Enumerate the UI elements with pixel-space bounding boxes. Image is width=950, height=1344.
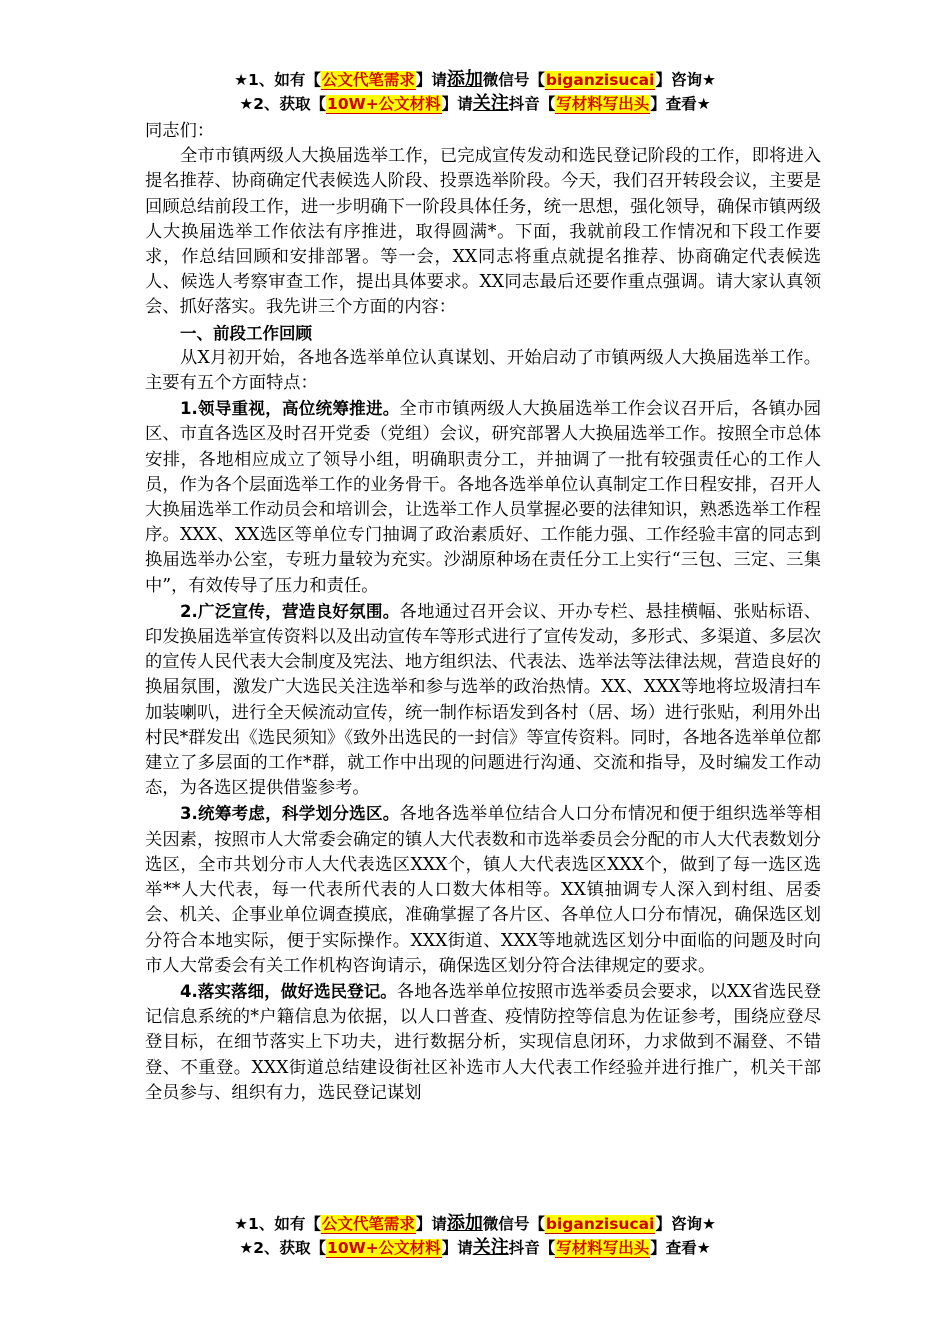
point-paragraph-2	[145, 599, 821, 802]
section-intro-paragraph: 从X月初开始，各地各选举单位认真谋划、开始启动了市镇两级人大换届选举工作。主要有五个方面特点：	[145, 347, 821, 394]
banner-line-1	[0, 1212, 950, 1236]
banner-text: 抖音【	[508, 95, 556, 113]
point-paragraph-4	[145, 979, 821, 1106]
highlight-douyin-id: 写材料写出头	[556, 1239, 650, 1257]
banner-text: 】查看★	[650, 95, 711, 113]
banner-line-1	[0, 68, 950, 92]
banner-text: 】请	[441, 1239, 473, 1257]
salutation: 同志们：	[145, 121, 215, 141]
banner-emphasis: 添加	[446, 69, 483, 90]
point-body-3: 各地各选举单位结合人口分布情况和便于组织选举等相关因素，按照市人大常委会确定的镇人大代表数和市选举委员会分配的市人大代表数划分选区，全市共划分市人大代表选区XXX个，镇人大代表选区XXX个，做到了每一选区选举**人大代表，每一代表所代表的人口数大体相等。XX镇抽调专人深入到村组、居委会、机关、企事业单位调查摸底，准确掌握了各片区、各单位人口分布情况，确保选区划分符合本地实际，便于实际操作。XXX街道、XXX等地就选区划分中面临的问题及时向市人大常委会有关工作机构咨询请示，确保选区划分符合法律规定的要求。	[145, 804, 821, 976]
point-heading-4: 4.落实落细，做好选民登记。	[180, 981, 397, 1001]
highlight-douyin-id: 写材料写出头	[556, 95, 650, 113]
point-heading-2: 2.广泛宣传，营造良好氛围。	[180, 601, 400, 621]
banner-text: 】查看★	[650, 1239, 711, 1257]
point-body-1: 全市市镇两级人大换届选举工作会议召开后，各镇办园区、市直各选区及时召开党委（党组）会议，研究部署人大换届选举工作。按照全市总体安排，各地相应成立了领导小组，明确职责分工，并抽调了一批有较强责任心的工作人员，作为各个层面选举工作的业务骨干。各地各选举单位认真制定工作日程安排，召开人大换届选举工作动员会和培训会，让选举工作人员掌握必要的法律知识，熟悉选举工作程序。XXX、XX选区等单位专门抽调了政治素质好、工作能力强、工作经验丰富的同志到换届选举办公室，专班力量较为充实。沙湖原种场在责任分工上实行“三包、三定、三集中”，有效传导了压力和责任。	[145, 399, 821, 596]
intro-paragraph: 全市市镇两级人大换届选举工作，已完成宣传发动和选民登记阶段的工作，即将进入提名推荐、协商确定代表候选人阶段、投票选举阶段。今天，我们召开转段会议，主要是回顾总结前段工作，进一步明确下一阶段具体任务，统一思想，强化领导，确保市镇两级人大换届选举工作依法有序推进，取得圆满*。下面，我就前段工作情况和下段工作要求，作总结回顾和安排部署。等一会，XX同志将重点就提名推荐、协商确定代表候选人、候选人考察审查工作，提出具体要求。XX同志最后还要作重点强调。请大家认真领会、抓好落实。我先讲三个方面的内容：	[145, 146, 821, 318]
banner-text: 】请	[415, 71, 447, 89]
banner-text: 】请	[415, 1215, 447, 1233]
document-body	[145, 119, 821, 1106]
banner-emphasis: 关注	[472, 1237, 509, 1258]
highlight-service: 公文代笔需求	[321, 1215, 415, 1233]
highlight-service: 公文代笔需求	[321, 71, 415, 89]
point-paragraph-3	[145, 801, 821, 978]
banner-text: ★2、获取【	[239, 1239, 327, 1257]
banner-line-2	[0, 92, 950, 116]
banner-emphasis: 关注	[472, 93, 509, 114]
point-paragraph-1	[145, 396, 821, 599]
banner-line-2	[0, 1236, 950, 1260]
banner-text: 】咨询★	[655, 71, 716, 89]
footer-banner	[0, 1212, 950, 1260]
point-body-2: 各地通过召开会议、开办专栏、悬挂横幅、张贴标语、印发换届选举宣传资料以及出动宣传车等形式进行了宣传发动，多形式、多渠道、多层次的宣传人民代表大会制度及宪法、地方组织法、代表法、选举法等法律法规，营造良好的换届氛围，激发广大选民关注选举和参与选举的政治热情。XX、XXX等地将垃圾清扫车加装喇叭，进行全天候流动宣传，统一制作标语发到各村（居、场）进行张贴，利用外出村民*群发出《选民须知》《致外出选民的一封信》等宣传资料。同时，各地各选举单位都建立了多层面的工作*群，就工作中出现的问题进行沟通、交流和指导，及时编发工作动态，为各选区提供借鉴参考。	[145, 601, 821, 799]
point-heading-3: 3.统筹考虑，科学划分选区。	[180, 804, 400, 824]
highlight-materials: 10W+公文材料	[327, 95, 441, 113]
header-banner	[0, 68, 950, 116]
banner-text: 】咨询★	[655, 1215, 716, 1233]
banner-text: ★1、如有【	[234, 71, 321, 89]
highlight-materials: 10W+公文材料	[327, 1239, 441, 1257]
banner-text: 微信号【	[482, 1215, 545, 1233]
banner-text: 】请	[441, 95, 473, 113]
point-body-4: 各地各选举单位按照市选举委员会要求，以XX省选民登记信息系统的*户籍信息为依据，以人口普查、疫情防控等信息为佐证参考，围绕应登尽登目标，在细节落实上下功夫，进行数据分析，实现信息闭环，力求做到不漏登、不错登、不重登。XXX街道总结建设街社区补选市人大代表工作经验并进行推广，机关干部全员参与、组织有力，选民登记谋划	[145, 981, 822, 1103]
banner-text: ★2、获取【	[239, 95, 327, 113]
point-heading-1: 1.领导重视，高位统筹推进。	[180, 399, 400, 419]
banner-text: 微信号【	[482, 71, 545, 89]
section-heading: 一、前段工作回顾	[180, 323, 312, 343]
highlight-wechat-id: biganzisucai	[545, 71, 655, 89]
banner-text: ★1、如有【	[234, 1215, 321, 1233]
highlight-wechat-id: biganzisucai	[545, 1215, 655, 1233]
banner-emphasis: 添加	[446, 1213, 483, 1234]
banner-text: 抖音【	[508, 1239, 556, 1257]
